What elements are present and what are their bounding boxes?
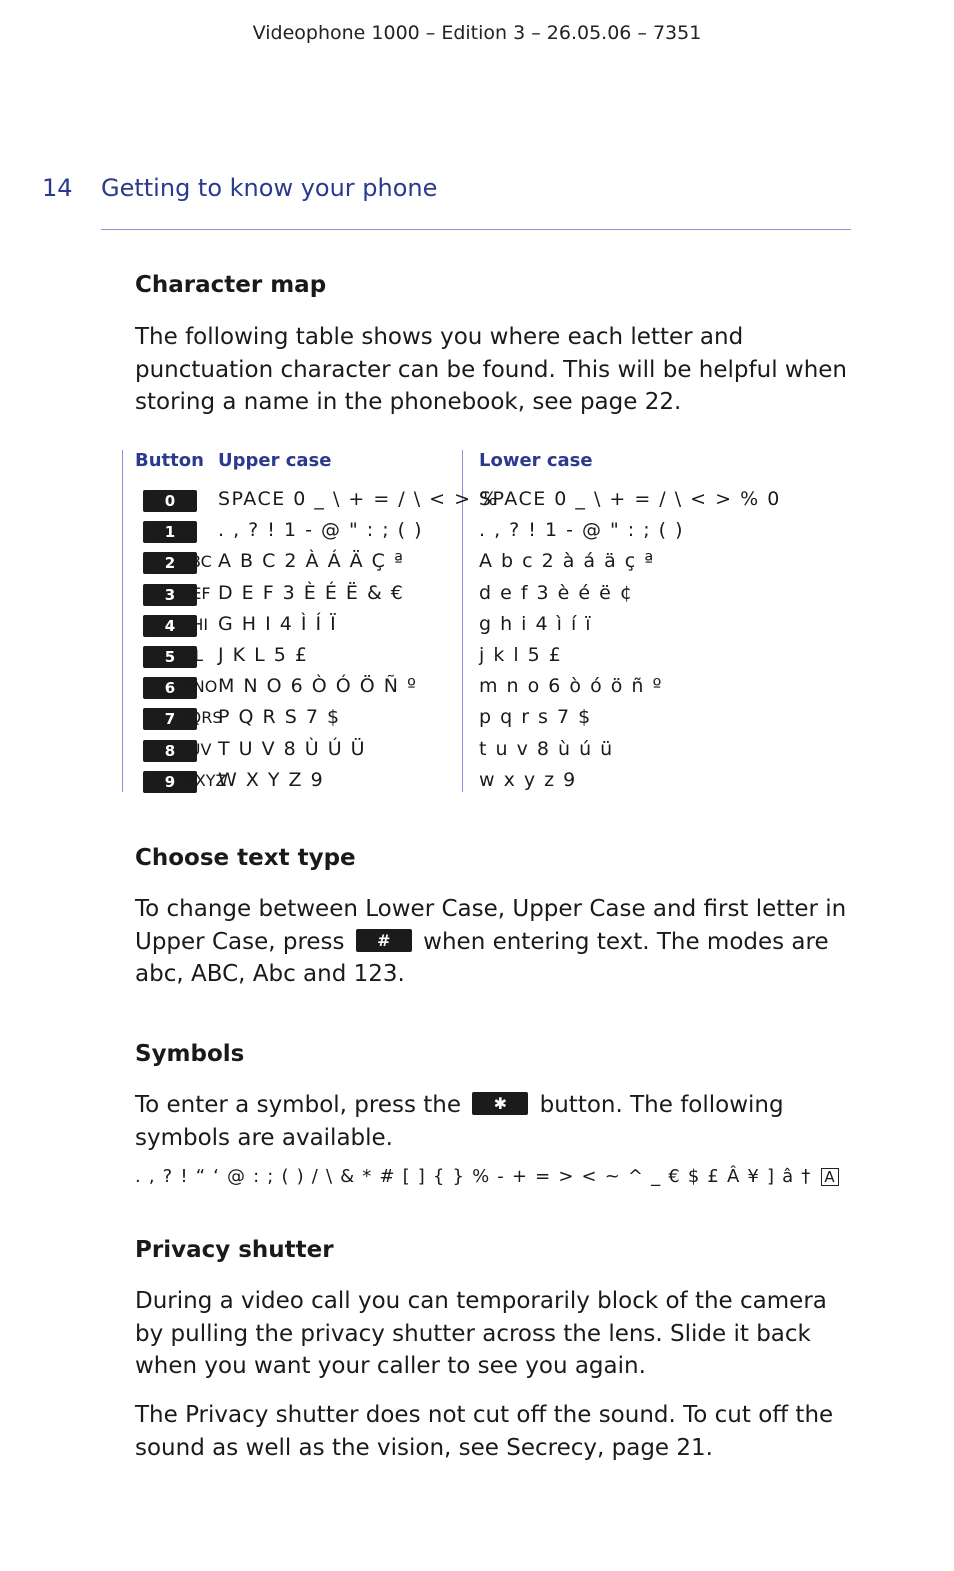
upper-case-cell: P Q R S 7 $ — [218, 706, 341, 729]
table-row — [122, 550, 722, 581]
keypad-key-letters: ABC — [179, 552, 212, 572]
privacy-paragraph-1: During a video call you can temporarily block of the camera by pulling the privacy shutter across the lens. Slide it back when you want your caller to see you again. — [135, 1288, 827, 1379]
table-row — [122, 582, 722, 613]
upper-case-cell: J K L 5 £ — [218, 644, 309, 666]
symbols-list — [135, 1166, 839, 1187]
symbols-paragraph — [135, 1089, 855, 1154]
symbols-text-after: button. The following symbols are available. — [135, 1092, 784, 1151]
keypad-key-letters: DEF — [179, 583, 211, 603]
running-header: Videophone 1000 – Edition 3 – 26.05.06 – 7351 — [252, 22, 702, 44]
table-row — [122, 706, 722, 737]
keypad-key-letters: WXYZ — [179, 770, 227, 790]
symbols-text-before: To enter a symbol, press the — [135, 1092, 461, 1118]
keypad-key-letters: GHI — [179, 614, 209, 634]
keypad-key-2-icon: 2 — [143, 552, 197, 574]
lower-case-cell: j k l 5 £ — [479, 644, 563, 666]
lower-case-cell: . , ? ! 1 - @ " : ; ( ) — [479, 519, 685, 542]
star-key-icon: ✱ — [472, 1092, 528, 1115]
character-map-intro: The following table shows you where each letter and punctuation character can be found. This will be helpful when storing a name in the phonebook, see page 22. — [135, 324, 848, 415]
text-type-text-before: To change between Lower Case, Upper Case and first letter in Upper Case, press — [135, 896, 847, 955]
symbols-heading: Symbols — [135, 1041, 245, 1067]
upper-case-cell: T U V 8 Ù Ú Ü — [218, 737, 367, 760]
keypad-key-letters: JKL — [179, 646, 204, 665]
lower-case-cell: A b c 2 à á ä ç ª — [479, 550, 655, 573]
column-header-lower-case: Lower case — [479, 450, 593, 471]
boxed-symbol: A — [821, 1168, 838, 1186]
keypad-key-3-icon: 3 — [143, 584, 197, 606]
character-map-table — [122, 450, 781, 792]
keypad-key-1-icon: 1 — [143, 521, 197, 543]
lower-case-cell: p q r s 7 $ — [479, 706, 592, 729]
upper-case-cell: D E F 3 È É Ë & € — [218, 581, 405, 604]
lower-case-cell: t u v 8 ù ú ü — [479, 737, 614, 760]
keypad-key-0-icon: 0 — [143, 490, 197, 512]
upper-case-cell: W X Y Z 9 — [218, 768, 325, 791]
table-row — [122, 675, 722, 706]
text-type-text-after: when entering text. The modes are abc, ABC, Abc and 123. — [135, 928, 829, 987]
table-row — [122, 488, 781, 519]
page-number: 14 — [42, 174, 73, 202]
keypad-key-6-icon: 6 — [143, 677, 197, 699]
upper-case-cell: SPACE 0 _ \ + = / \ < > % — [218, 488, 499, 510]
lower-case-cell: d e f 3 è é ë ¢ — [479, 581, 634, 604]
lower-case-cell: g h i 4 ì í ï — [479, 612, 593, 635]
lower-case-cell: m n o 6 ò ó ö ñ º — [479, 675, 663, 698]
upper-case-cell: A B C 2 À Á Ä Ç ª — [218, 550, 405, 573]
lower-case-cell: SPACE 0 _ \ + = / \ < > % 0 — [479, 488, 781, 510]
column-header-upper-case: Upper case — [218, 450, 332, 471]
hash-key-icon: # — [356, 929, 412, 952]
character-map-heading: Character map — [135, 272, 327, 298]
keypad-key-letters: MNO — [179, 677, 218, 697]
symbols-list-text: . , ? ! “ ‘ @ : ; ( ) / \ & * # [ ] { } % - + = > < ~ ^ _ € $ £ Â ¥ ] â † — [135, 1166, 812, 1187]
lower-case-cell: w x y z 9 — [479, 768, 577, 791]
table-row — [122, 769, 722, 800]
keypad-key-7-icon: 7 — [143, 708, 197, 730]
chapter-title: Getting to know your phone — [101, 174, 438, 202]
keypad-key-8-icon: 8 — [143, 740, 197, 762]
privacy-paragraph-2: The Privacy shutter does not cut off the sound. To cut off the sound as well as the vision, see Secrecy, page 21. — [135, 1402, 834, 1461]
keypad-key-5-icon: 5 — [143, 646, 197, 668]
text-type-heading: Choose text type — [135, 845, 356, 871]
privacy-heading: Privacy shutter — [135, 1237, 334, 1263]
header-rule — [101, 229, 851, 230]
column-header-button: Button — [135, 450, 204, 471]
table-row — [122, 738, 722, 769]
table-row — [122, 613, 722, 644]
keypad-key-letters: TUV — [179, 739, 212, 759]
keypad-key-4-icon: 4 — [143, 615, 197, 637]
table-row — [122, 519, 722, 550]
keypad-key-9-icon: 9 — [143, 771, 197, 793]
upper-case-cell: . , ? ! 1 - @ " : ; ( ) — [218, 519, 424, 542]
table-row — [122, 644, 722, 675]
keypad-key-letters: PQRS — [179, 708, 223, 728]
upper-case-cell: G H I 4 Ì Í Ï — [218, 612, 338, 635]
text-type-paragraph — [135, 893, 855, 991]
upper-case-cell: M N O 6 Ò Ó Ö Ñ º — [218, 675, 418, 698]
